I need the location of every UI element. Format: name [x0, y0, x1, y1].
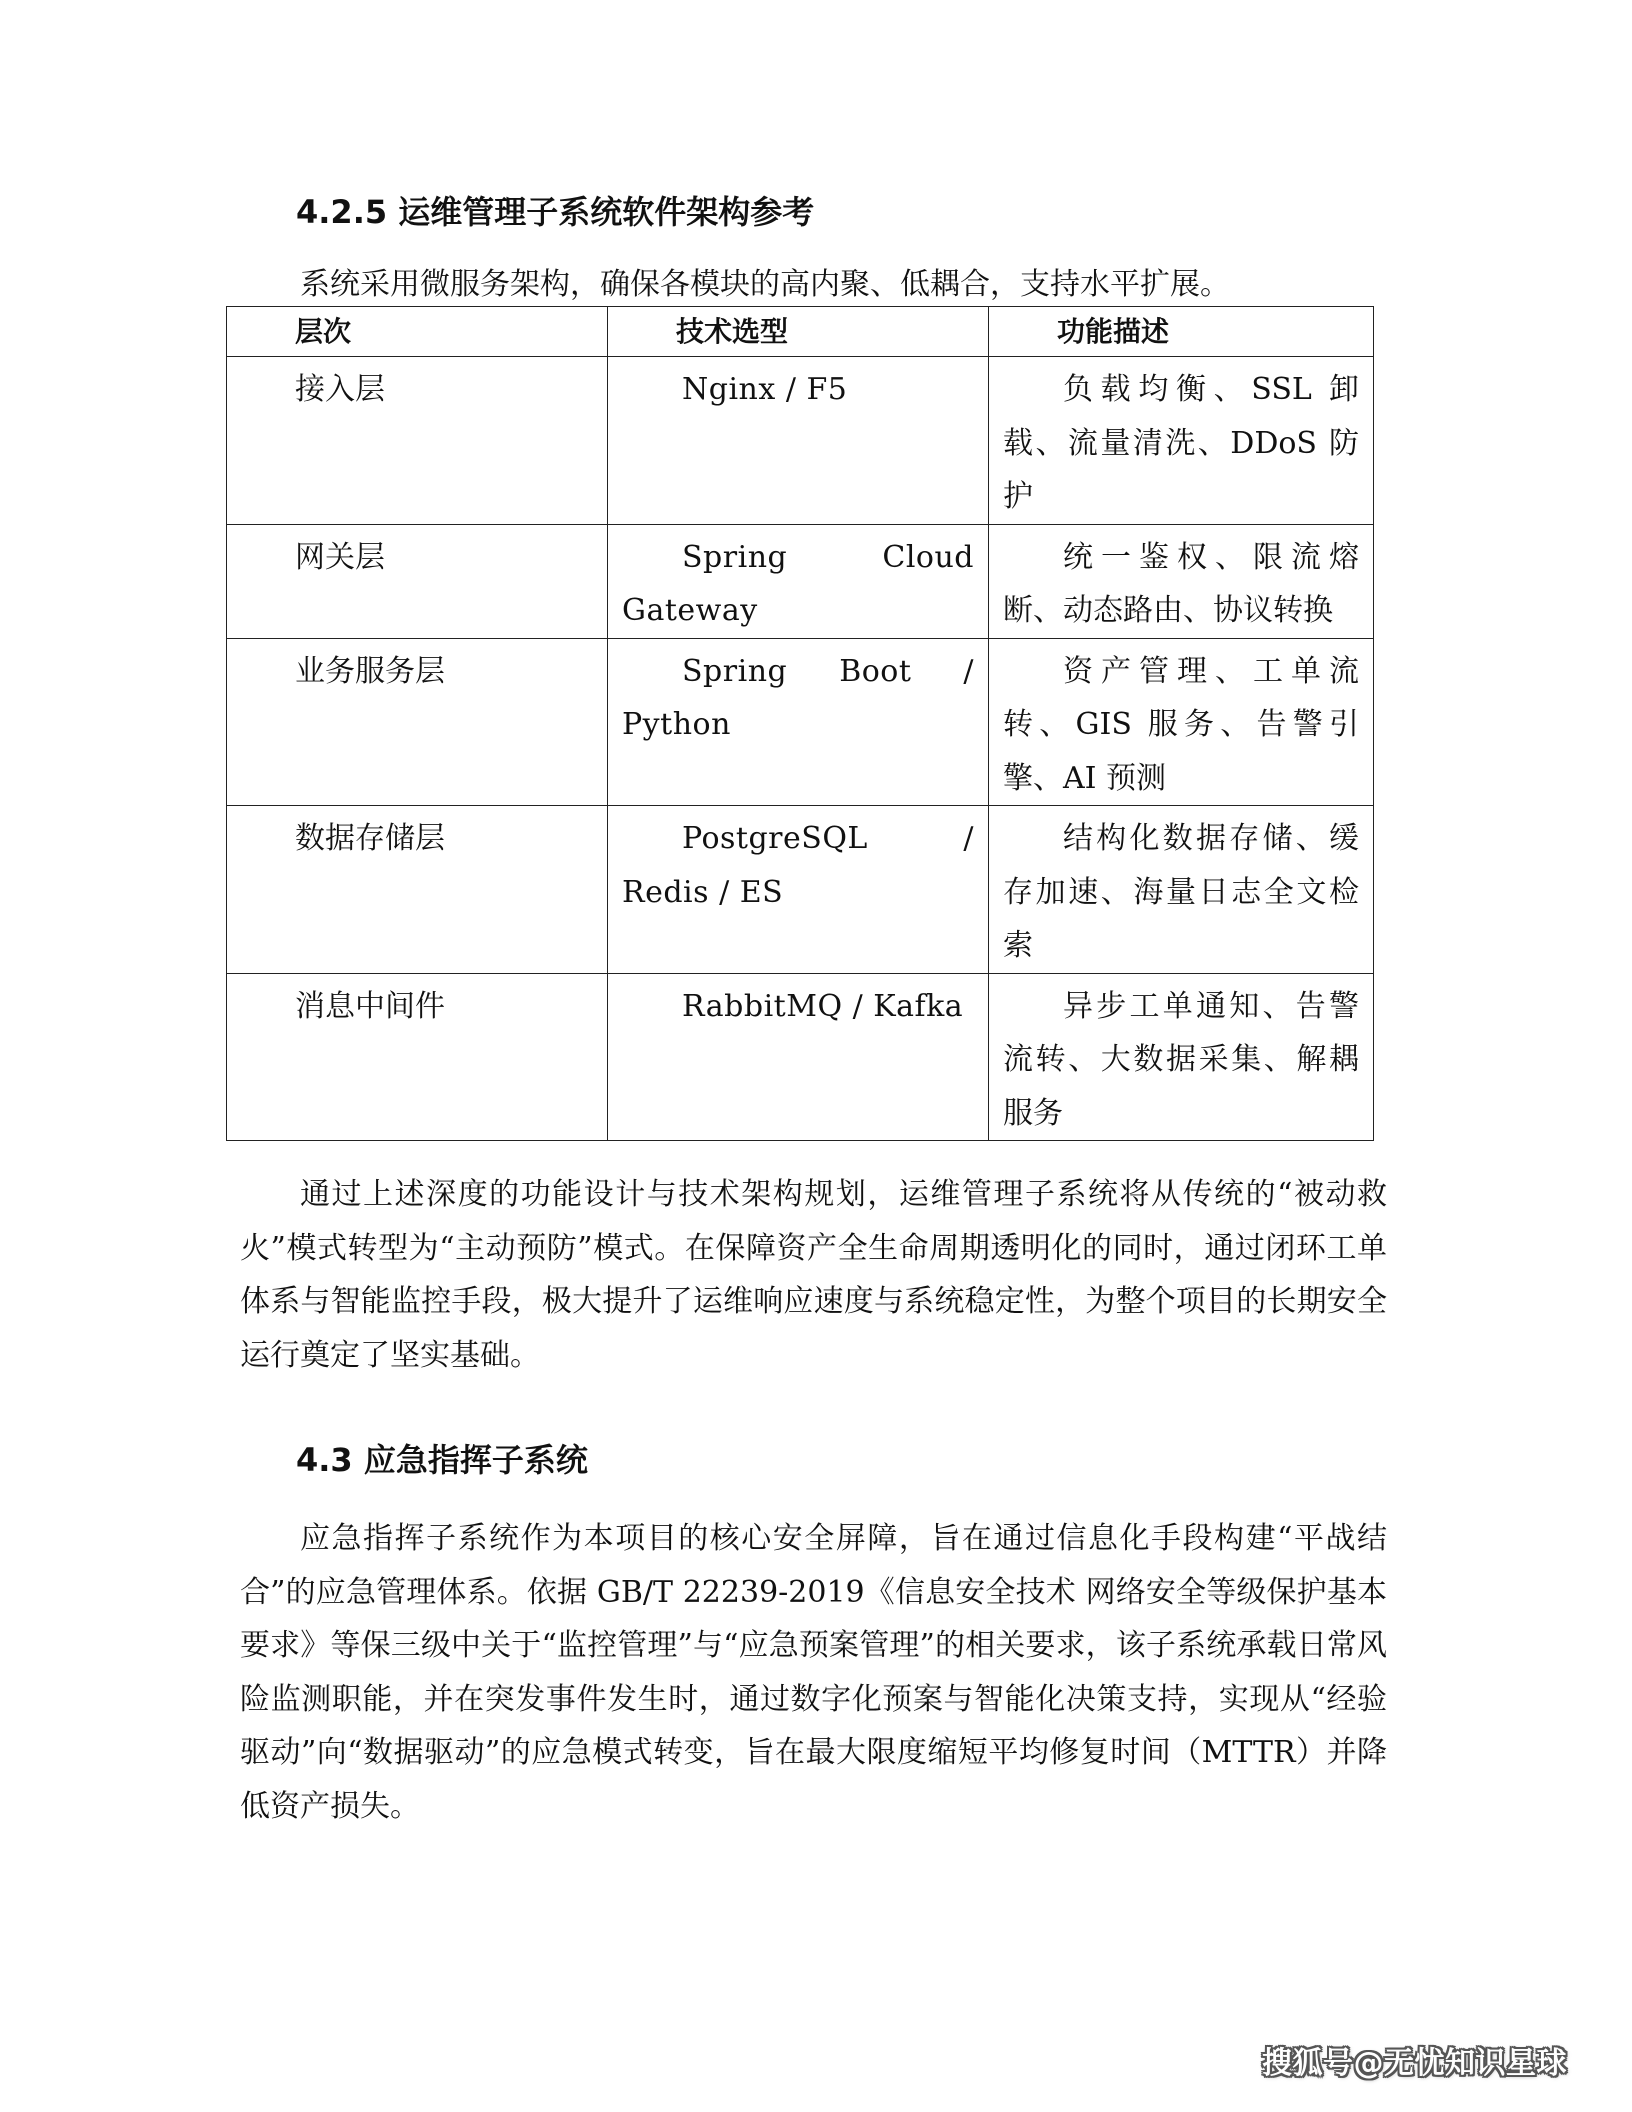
- cell-tech: PostgreSQL / Redis / ES: [608, 806, 989, 974]
- cell-tech: Nginx / F5: [608, 357, 989, 525]
- cell-tech: Spring Cloud Gateway: [608, 524, 989, 638]
- table-row: [227, 357, 1374, 525]
- cell-layer: 网关层: [227, 524, 608, 638]
- cell-layer: 接入层: [227, 357, 608, 525]
- cell-desc: 异步工单通知、告警流转、大数据采集、解耦服务: [989, 973, 1374, 1141]
- header-desc: 功能描述: [989, 307, 1374, 357]
- section-heading-4-2-5: 4.2.5 运维管理子系统软件架构参考: [296, 193, 815, 231]
- table-row: [227, 638, 1374, 806]
- architecture-table: [226, 306, 1374, 1141]
- cell-layer: 业务服务层: [227, 638, 608, 806]
- cell-layer: 数据存储层: [227, 806, 608, 974]
- cell-desc: 负载均衡、SSL 卸载、流量清洗、DDoS 防护: [989, 357, 1374, 525]
- section-heading-4-3: 4.3 应急指挥子系统: [296, 1441, 588, 1479]
- cell-desc: 资产管理、工单流转、GIS 服务、告警引擎、AI 预测: [989, 638, 1374, 806]
- summary-paragraph: 通过上述深度的功能设计与技术架构规划，运维管理子系统将从传统的“被动救火”模式转型为“主动预防”模式。在保障资产全生命周期透明化的同时，通过闭环工单体系与智能监控手段，极大提升了运维响应速度与系统稳定性，为整个项目的长期安全运行奠定了坚实基础。: [240, 1177, 1387, 1373]
- intro-paragraph: 系统采用微服务架构，确保各模块的高内聚、低耦合，支持水平扩展。: [300, 267, 1230, 302]
- table-row: [227, 973, 1374, 1141]
- table-row: [227, 806, 1374, 974]
- cell-desc: 统一鉴权、限流熔断、动态路由、协议转换: [989, 524, 1374, 638]
- cell-tech: RabbitMQ / Kafka: [608, 973, 989, 1141]
- emergency-paragraph: 应急指挥子系统作为本项目的核心安全屏障，旨在通过信息化手段构建“平战结合”的应急管理体系。依据 GB/T 22239-2019《信息安全技术 网络安全等级保护基本要求》等保三级中关于“监控管理”与“应急预案管理”的相关要求，该子系统承载日常风险监测职能，并在突发事件发生时，通过数字化预案与智能化决策支持，实现从“经验驱动”向“数据驱动”的应急模式转变，旨在最大限度缩短平均修复时间（MTTR）并降低资产损失。: [240, 1521, 1387, 1824]
- header-tech: 技术选型: [608, 307, 989, 357]
- watermark: 搜狐号@无忧知识星球: [1262, 2046, 1567, 2081]
- header-layer: 层次: [227, 307, 608, 357]
- cell-layer: 消息中间件: [227, 973, 608, 1141]
- cell-desc: 结构化数据存储、缓存加速、海量日志全文检索: [989, 806, 1374, 974]
- cell-tech: Spring Boot / Python: [608, 638, 989, 806]
- table-header-row: [227, 307, 1374, 357]
- table-row: [227, 524, 1374, 638]
